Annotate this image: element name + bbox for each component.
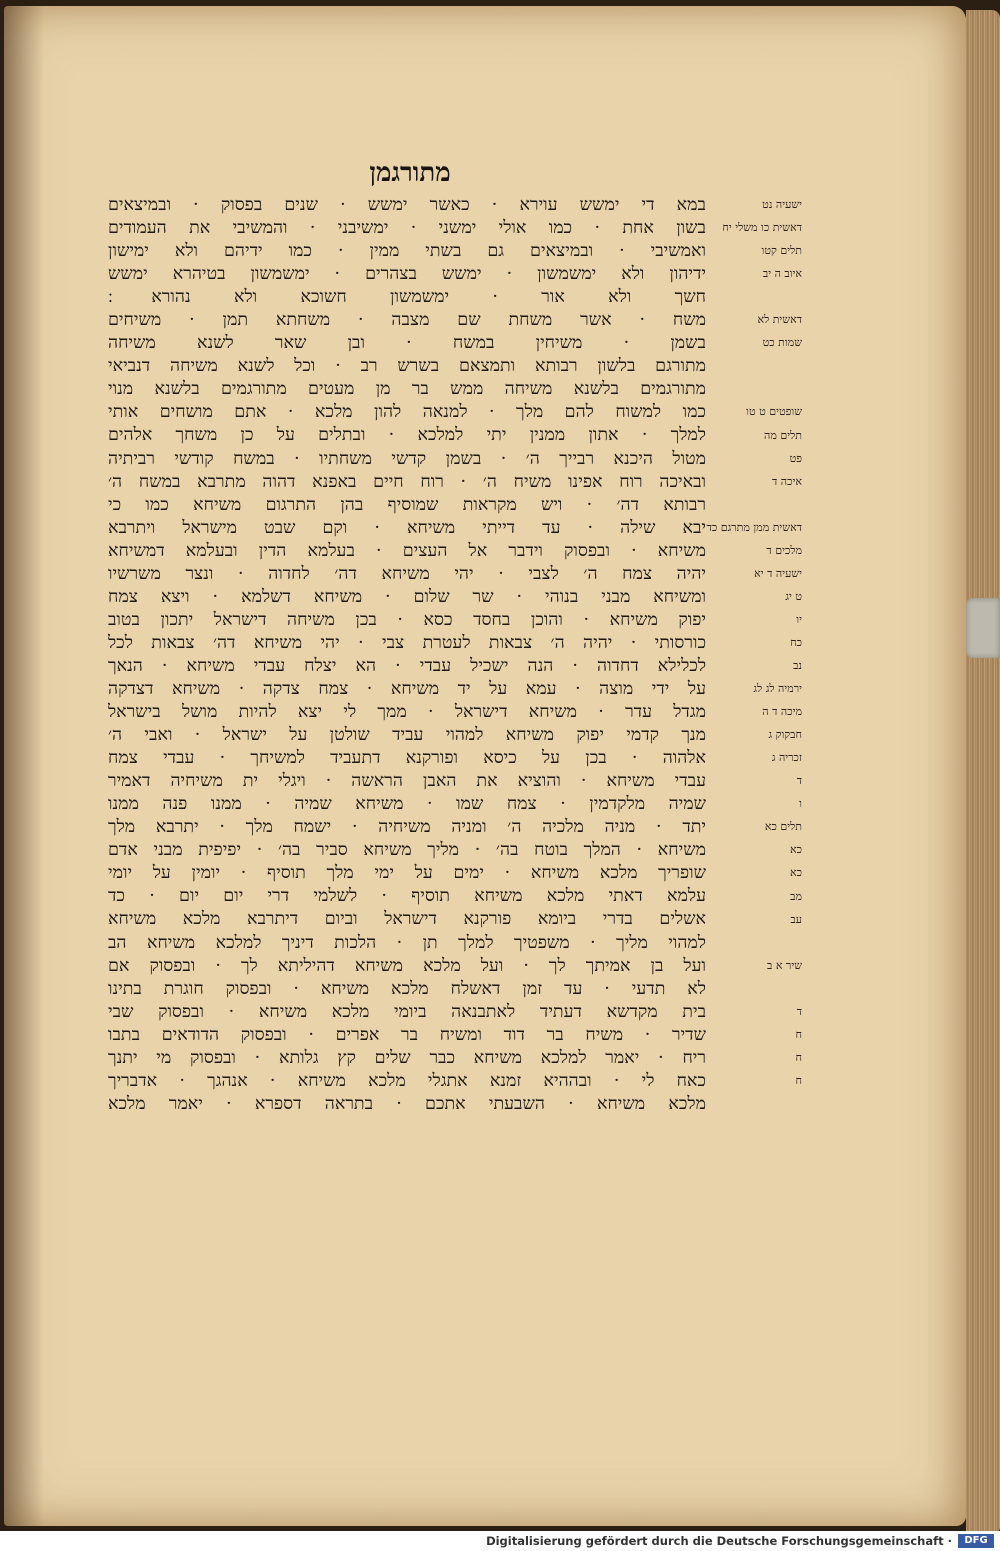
margin-note: שופטים ט טו [746, 405, 802, 419]
text-line: כורסותי · יהיה ה׳ צבאות לעטרת צבי · יהי משיחא דה׳ צבאות לכל [108, 632, 706, 653]
margin-note: ד [796, 1004, 802, 1018]
margin-note: שמות כט [762, 336, 802, 350]
page-edge [966, 10, 1000, 1535]
margin-note: תלים מה [764, 428, 802, 442]
margin-note: דאשית לא [757, 313, 802, 327]
text-line: מתורגם בלשון רבותא ותמצאם בשרש רב · וכל לשנא משיחה דנביאי [108, 356, 706, 377]
margin-note: דאשית כו משלי יח [722, 221, 802, 235]
bookmark-tab [966, 598, 1000, 658]
text-line: לכלילא דחדוה · הנה ישכיל עבדי · הא יצלח עבדי משיחא · הנאך [108, 655, 706, 676]
text-line: שופריך מלכא משיחא · ימים על ימי מלך תוסיף · יומין על יומי [108, 863, 706, 884]
margin-note: מב [790, 889, 802, 903]
text-line: על ידי מוצה · עמא על יד משיחא · צמח צדקה · משיחא דצדקה [108, 678, 706, 699]
text-line: יבא שילה · עד דייתי משיחא · וקם שבט מישראל ויתרבא [108, 517, 706, 538]
margin-note: ח [795, 1050, 802, 1064]
text-line: שדיר · משיח בר דוד ומשיח בר אפרים · ובפסוק הדודאים בתבו [108, 1024, 706, 1045]
text-line: אלהוה · בכן על כיסא ופורקנא דתעביד למשיחך · עבדי צמח [108, 748, 706, 769]
text-line: משיחא · המלך בוטח בה׳ · מליך משיחא סביר בה׳ · יפיפית מבני אדם [108, 840, 706, 861]
page-title: מתורגמן [369, 158, 451, 188]
text-line: אשלים בדרי ביומא פורקנא דישראל וביום דיתרבא מלכא משיחא [108, 909, 706, 930]
margin-note: מלכים ד [766, 543, 802, 557]
text-line: לא תדעי · עד זמן דאשלח מלכא משיחא · ובפסוק חוגרת בתינו [108, 978, 706, 999]
text-line: ידיהון ולא ימשמשון · ימשש בצהרים · ימשמשון בטיהרא ימשש [108, 264, 706, 285]
text-line: כמו למשוח להם מלך · למנאה להון מלכא · אתם מושחים אותי [108, 402, 706, 423]
text-line: למהוי מליך · משפטיך למלך תן · הלכות דיניך למלכא משיחא הב [108, 932, 706, 953]
margin-note: ח [795, 1027, 802, 1041]
text-line: עבדי משיחא · והוציא את האבן הראשה · ויגלי ית משיחיה דאמיר [108, 771, 706, 792]
margin-note: עב [790, 912, 802, 926]
margin-note: ד [796, 774, 802, 788]
text-line: משח · אשר משחת שם מצבה · משחתא תמן · משיחים [108, 310, 706, 331]
margin-note: חבקוק ג [768, 728, 802, 742]
text-line: מנך קדמי יפוק משיחא למהוי עביד שולטן על ישראל · ואבי ה׳ [108, 725, 706, 746]
text-line: מטול היכנא רבייך ה׳ · בשמן קדשי משחתיו · במשח קודשי רביתיה [108, 448, 706, 469]
margin-note: ירמיה לג לג [753, 682, 802, 696]
dfg-logo: DFG [958, 1534, 994, 1548]
text-line: בשמן · משיחין במשח · ובן שאר לשנא משיחה [108, 333, 706, 354]
text-line: יפוק משיחא · והוכן בחסד כסא · בכן משיחה דישראל יתכון בטוב [108, 609, 706, 630]
text-line: כאח לי · ובההיא זמנא אתגלי מלכא משיחא · אנהגך · אדבריך [108, 1070, 706, 1091]
text-line: משיחא · ובפסוק וידבר אל העצים · בעלמא הדין ובעלמא דמשיחא [108, 540, 706, 561]
footer-bar [0, 1531, 1000, 1551]
text-line: מלכא משיחא · השבעתי אתכם · בתראה דספרא · יאמר מלכא [108, 1093, 706, 1114]
text-line: רבותא דה׳ · ויש מקראות שמוסיף בהן התרגום משיחא כמו כי [108, 494, 706, 515]
text-line: ריח · יאמר למלכא משיחא כבר שלים קץ גלותא · ובפסוק מי יתנך [108, 1047, 706, 1068]
text-line: בית מקדשא דעתיד לאתבנאה ביומי מלכא משיחא · ובפסוק שבי [108, 1001, 706, 1022]
margin-note: ו [799, 797, 802, 811]
margin-note: נב [793, 659, 802, 672]
footer-credit: Digitalisierung gefördert durch die Deutsche Forschungsgemeinschaft · [486, 1534, 952, 1548]
margin-note: פט [789, 451, 802, 465]
text-line: יהיה צמח ה׳ לצבי · יהי משיחא דה׳ לחדוה · ונצר משרשיו [108, 563, 706, 584]
margin-note: יו [796, 612, 802, 626]
text-line: במא די ימשש עוירא · כאשר ימשש · שנים בפסוק · ובמיצאים [108, 195, 706, 215]
text-line: שמיה מלקדמין · צמח שמו · משיחא שמיה · ממנו פנה ממנו [108, 794, 706, 815]
main-text-column [108, 194, 706, 1116]
margin-note: ישעיה נט [762, 198, 802, 211]
margin-note: איוב ה יב [762, 267, 802, 281]
text-line: ומשיחא מבני בנוהי · שר שלום · משיחא דשלמא · ויצא צמח [108, 586, 706, 607]
margin-note: דאשית ממן מתרגם כד [706, 520, 802, 534]
margin-note: תלים כא [764, 820, 802, 834]
margin-note: איכה ד [772, 474, 802, 488]
margin-note: ט יג [785, 589, 802, 603]
text-line: ועל בן אמיתך לך · ועל מלכא משיחא דהיליתא לך · ובפסוק אם [108, 955, 706, 976]
text-line: חשך ולא אור · ימשמשון חשוכא ולא נהורא ׃ [108, 287, 706, 308]
margin-note: ישעיה ד יא [754, 566, 802, 580]
margin-note: תלים קטו [761, 244, 802, 258]
text-line: מתורגמים בלשנא משיחה ממש בר מן מעטים מתורגמים בלשנא מנוי [108, 379, 706, 400]
margin-note: זכריה ג [771, 751, 802, 765]
text-line: עלמא דאתי מלכא משיחא תוסיף · לשלמי דרי יום יום · כד [108, 886, 706, 907]
margin-note: שיר א ב [767, 958, 802, 972]
text-line: מגדל עדר · משיחא דישראל · ממך לי יצא להיות מושל בישראל [108, 702, 706, 723]
text-line: למלך · אתון ממנין יתי למלכא · ובתלים על כן משחך אלהים [108, 425, 706, 446]
gutter-shadow [4, 6, 44, 1526]
margin-note: כח [790, 635, 802, 649]
margin-note: מיכה ד ה [762, 705, 802, 719]
text-line: ובאיכה רוח אפינו משיח ה׳ · רוח חיים באפנא דהוה מתרבא במשח ה׳ [108, 471, 706, 492]
margin-note: ח [795, 1073, 802, 1087]
margin-note: כא [790, 843, 802, 857]
text-line: בשון אחת · כמו אולי ימשני · ימשיבני · והמשיבי את העמודים [108, 218, 706, 239]
margin-note: כא [790, 866, 802, 880]
text-line: יתד · מניה מלכיה ה׳ ומניה משיחיה · ישמח מלך · יתרבא מלך [108, 817, 706, 838]
text-line: ואמשיבי · ובמיצאים גם בשתי ממין · כמו ידיהם ולא ימישון [108, 241, 706, 262]
